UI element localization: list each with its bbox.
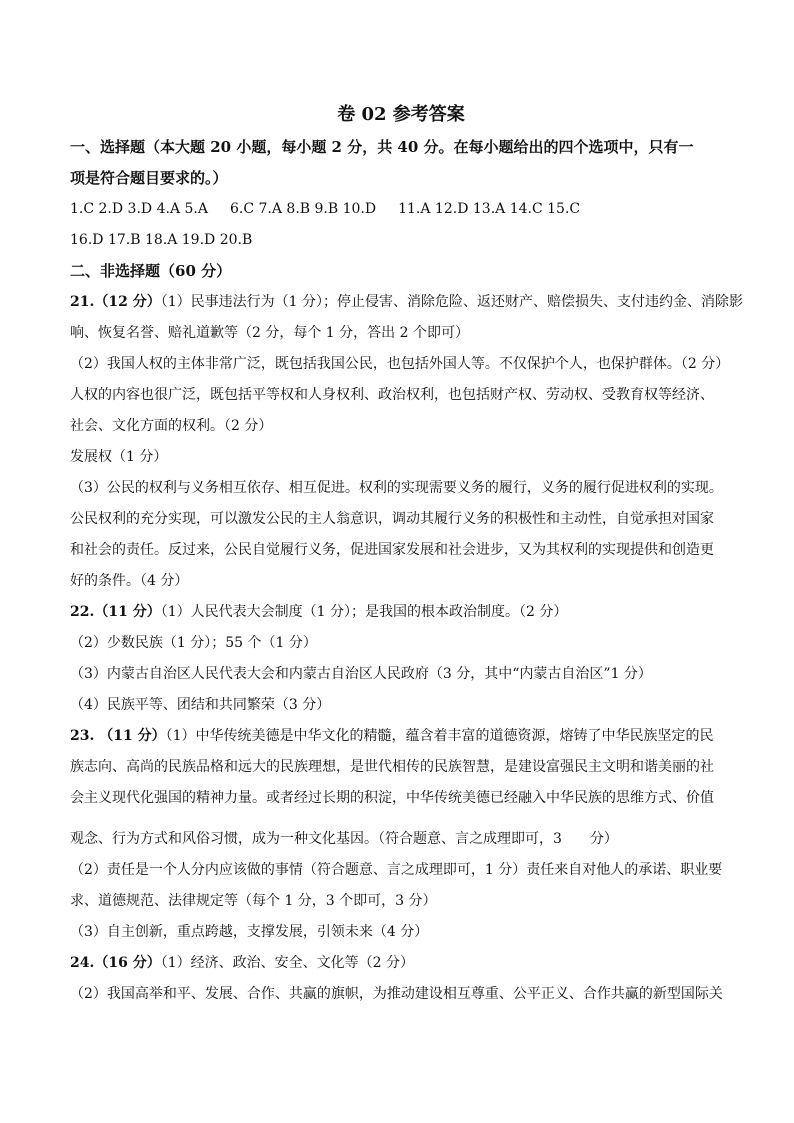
q23-text: （1）中华传统美德是中华文化的精髓，蕴含着丰富的道德资源，熔铸了中华民族坚定的民 — [165, 728, 714, 744]
q24-label: 24.（16 分） — [70, 955, 161, 971]
mc-answers-row1 — [70, 194, 732, 225]
q22-label: 22.（11 分） — [70, 604, 161, 620]
mc-answers-group: 16.D 17.B 18.A 19.D 20.B — [70, 232, 253, 248]
q22-line — [70, 597, 732, 628]
q21-line: （2）我国人权的主体非常广泛，既包括我国公民，也包括外国人等。不仅保护个人，也保护群体。（2 分） — [70, 356, 730, 372]
q23-line: （2）责任是一个人分内应该做的事情（符合题意、言之成理即可，1 分）责任来自对他人的承诺、职业要 — [70, 862, 723, 878]
question-24 — [70, 948, 732, 1010]
q24-line: （2）我国高举和平、发展、合作、共赢的旗帜，为推动建设相互尊重、公平正义、合作共赢的新型国际关 — [70, 986, 723, 1002]
q23-label: 23. （11 分） — [70, 728, 166, 744]
q23-line: 求、道德规范、法律规定等（每个 1 分，3 个即可，3 分） — [70, 893, 437, 909]
question-23 — [70, 721, 732, 948]
q21-line: 好的条件。（4 分） — [70, 573, 189, 589]
q21-line: 公民权利的充分实现，可以激发公民的主人翁意识，调动其履行义务的积极性和主动性，自觉承担对国家 — [70, 511, 714, 527]
section2-heading: 二、非选择题（60 分） — [70, 262, 232, 280]
q23-line: 观念、行为方式和风俗习惯，成为一种文化基因。（符合题意、言之成理即可，3 分） — [70, 831, 618, 847]
q21-line: 和社会的责任。反过来，公民自觉履行义务，促进国家发展和社会进步，又为其权利的实现提供和创造更 — [70, 542, 714, 558]
mc-answers-group: 1.C 2.D 3.D 4.A 5.A — [70, 201, 208, 217]
q21-line: 响、恢复名誉、赔礼道歉等（2 分，每个 1 分，答出 2 个即可） — [70, 325, 469, 341]
question-21 — [70, 287, 743, 597]
q24-line — [70, 948, 732, 979]
mc-answers-group: 11.A 12.D 13.A 14.C 15.C — [398, 201, 581, 217]
section1-heading-line1: 一、选择题（本大题 20 小题，每小题 2 分，共 40 分。在每小题给出的四个选项中，只有一 — [70, 138, 694, 156]
q23-line: 族志向、高尚的民族品格和远大的民族理想，是世代相传的民族智慧，是建设富强民主文明和谐美丽的社 — [70, 759, 714, 775]
q23-line: 会主义现代化强国的精神力量。或者经过长期的积淀，中华传统美德已经融入中华民族的思维方式、价值 — [70, 790, 714, 806]
q24-text: （1）经济、政治、安全、文化等（2 分） — [160, 955, 414, 971]
mc-answers-row2 — [70, 225, 732, 256]
q23-line — [70, 721, 732, 752]
page-title: 卷 02 参考答案 — [337, 104, 465, 125]
section-open-questions — [70, 256, 743, 1010]
section-multiple-choice — [70, 132, 732, 256]
q22-line: （4）民族平等、团结和共同繁荣（3 分） — [70, 697, 331, 713]
q21-text: （1）民事违法行为（1 分）；停止侵害、消除危险、返还财产、赔偿损失、支付违约金、消除影 — [160, 294, 743, 310]
q21-line — [70, 287, 743, 318]
q21-line: 发展权（1 分） — [70, 449, 168, 465]
q21-label: 21.（12 分） — [70, 294, 161, 310]
mc-answers-group: 6.C 7.A 8.B 9.B 10.D — [229, 201, 377, 217]
q22-text: （1）人民代表大会制度（1 分）；是我国的根本政治制度。（2 分） — [160, 604, 568, 620]
q22-line: （2）少数民族（1 分）；55 个（1 分） — [70, 635, 317, 651]
q23-line: （3）自主创新，重点跨越，支撑发展，引领未来（4 分） — [70, 924, 429, 940]
q21-line: 社会、文化方面的权利。（2 分） — [70, 418, 273, 434]
q21-line: （3）公民的权利与义务相互依存、相互促进。权利的实现需要义务的履行，义务的履行促进权利的实现。 — [70, 480, 723, 496]
question-22 — [70, 597, 732, 721]
section1-heading-line2: 项是符合题目要求的。） — [70, 169, 228, 187]
q22-line: （3）内蒙古自治区人民代表大会和内蒙古自治区人民政府（3 分，其中“内蒙古自治区”1 分） — [70, 666, 652, 682]
q21-line: 人权的内容也很广泛，既包括平等权和人身权利、政治权利，也包括财产权、劳动权、受教育权等经济、 — [70, 387, 714, 403]
